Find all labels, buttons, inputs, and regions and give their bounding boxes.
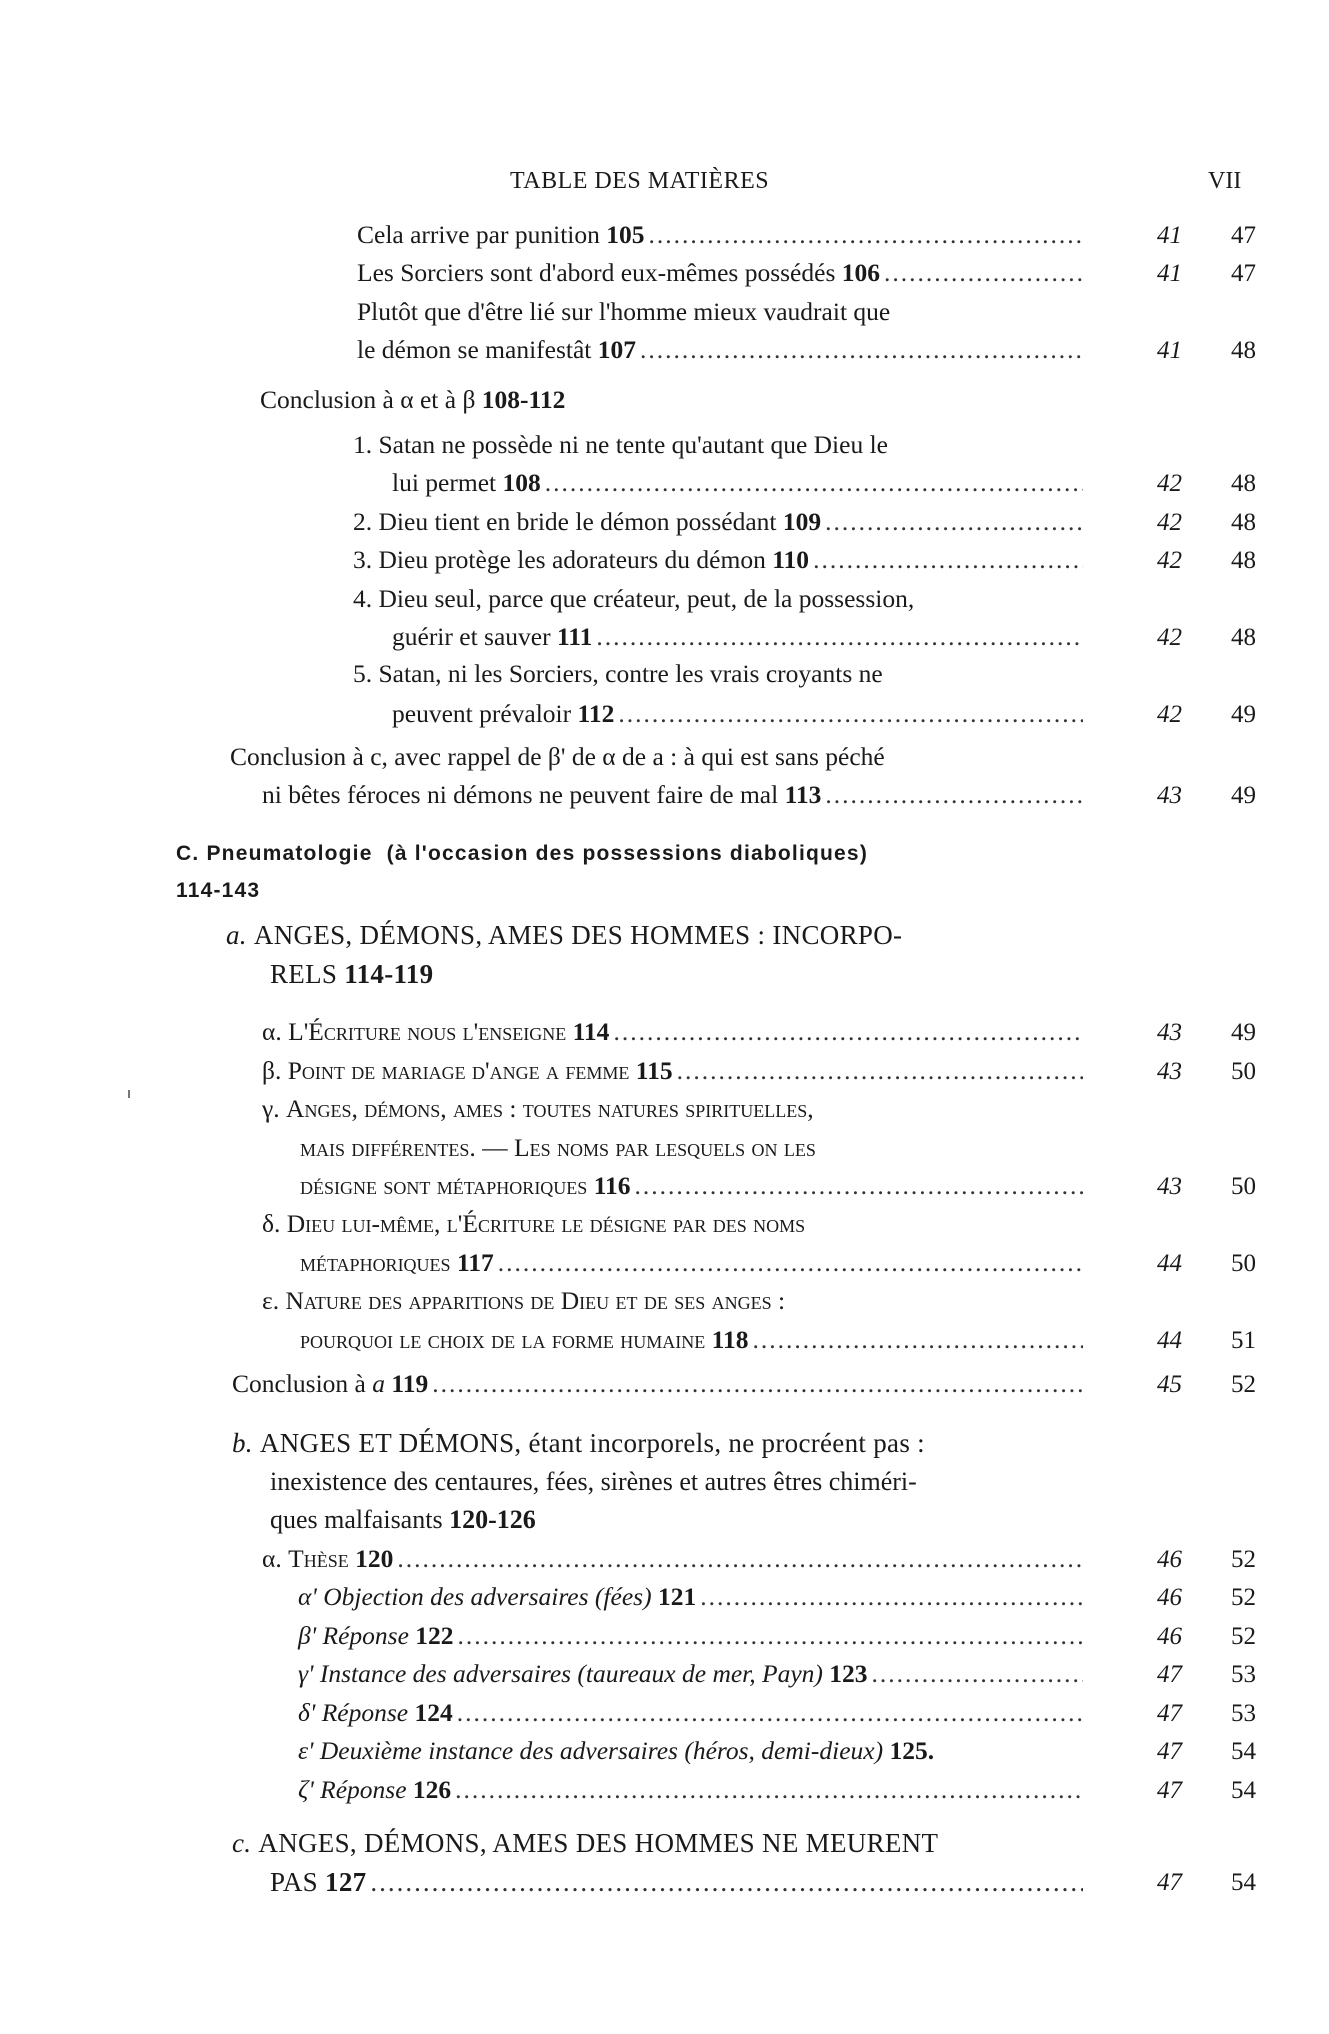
entry-page-2: 48 xyxy=(1231,337,1256,364)
entry-page-1: 47 xyxy=(1157,1700,1182,1727)
toc-entry: γ' Instance des adversaires (taureaux de mer, Payn) 123 ..... xyxy=(298,1657,1087,1693)
part-heading-line: ques malfaisants 120-126 xyxy=(270,1505,536,1534)
toc-entry-line: 4. Dieu seul, parce que créateur, peut, de la possession, xyxy=(353,584,915,613)
entry-page-2: 47 xyxy=(1231,222,1256,249)
running-header: TABLE DES MATIÈRES xyxy=(510,168,770,194)
toc-entry: α. Thèse 120 ..... xyxy=(262,1542,1087,1578)
entry-page-2: 47 xyxy=(1231,260,1256,287)
margin-mark xyxy=(128,1090,130,1098)
entry-page-1: 45 xyxy=(1157,1371,1182,1398)
entry-page-1: 43 xyxy=(1157,1019,1182,1046)
toc-entry-line: ε. Nature des apparitions de Dieu et de ses anges : xyxy=(262,1286,786,1315)
entry-page-2: 49 xyxy=(1231,701,1256,728)
toc-entry-line: 5. Satan, ni les Sorciers, contre les vrais croyants ne xyxy=(353,659,883,688)
toc-entry: ζ' Réponse 126 ..... xyxy=(298,1773,1087,1809)
entry-page-2: 52 xyxy=(1231,1623,1256,1650)
toc-entry: Cela arrive par punition 105 ..... xyxy=(357,218,1087,254)
entry-page-1: 44 xyxy=(1157,1250,1182,1277)
entry-page-1: 46 xyxy=(1157,1546,1182,1573)
entry-page-1: 41 xyxy=(1157,260,1182,287)
entry-page-1: 46 xyxy=(1157,1584,1182,1611)
entry-page-1: 47 xyxy=(1157,1777,1182,1804)
toc-entry: lui permet 108 ..... xyxy=(392,466,1087,502)
toc-entry: δ' Réponse 124 ..... xyxy=(298,1696,1087,1732)
section-range: 114-143 xyxy=(176,879,261,902)
entry-page-2: 53 xyxy=(1231,1661,1256,1688)
toc-entry: α. L'Écriture nous l'enseigne 114 ..... xyxy=(262,1015,1087,1051)
toc-entry-line: Conclusion à c, avec rappel de β' de α de a : à qui est sans péché xyxy=(230,742,885,771)
entry-page-2: 52 xyxy=(1231,1584,1256,1611)
page-number: VII xyxy=(1208,168,1242,194)
entry-page-1: 47 xyxy=(1157,1869,1182,1896)
entry-page-2: 48 xyxy=(1231,509,1256,536)
entry-page-1: 42 xyxy=(1157,624,1182,651)
toc-conclusion: Conclusion à α et à β 108-112 xyxy=(260,385,566,414)
toc-entry: pourquoi le choix de la forme humaine 118 ..... xyxy=(300,1323,1087,1359)
entry-page-2: 53 xyxy=(1231,1700,1256,1727)
entry-page-1: 41 xyxy=(1157,337,1182,364)
toc-entry: β. Point de mariage d'ange a femme 115 ..... xyxy=(262,1054,1087,1090)
entry-page-1: 44 xyxy=(1157,1327,1182,1354)
entry-page-2: 51 xyxy=(1231,1327,1256,1354)
entry-page-1: 42 xyxy=(1157,547,1182,574)
entry-page-1: 42 xyxy=(1157,509,1182,536)
entry-page-2: 54 xyxy=(1231,1777,1256,1804)
toc-entry-line: δ. Dieu lui-même, l'Écriture le désigne par des noms xyxy=(262,1209,806,1238)
entry-page-2: 52 xyxy=(1231,1546,1256,1573)
part-heading: b. ANGES ET DÉMONS, étant incorporels, ne procréent pas : xyxy=(232,1428,925,1458)
entry-page-1: 47 xyxy=(1157,1738,1182,1765)
entry-page-2: 50 xyxy=(1231,1173,1256,1200)
toc-entry-line: Plutôt que d'être lié sur l'homme mieux vaudrait que xyxy=(357,297,891,326)
entry-page-1: 46 xyxy=(1157,1623,1182,1650)
toc-conclusion: Conclusion à a 119 ..... xyxy=(232,1367,1087,1403)
entry-page-1: 43 xyxy=(1157,782,1182,809)
section-heading: C. Pneumatologie (à l'occasion des possessions diaboliques) xyxy=(176,842,869,865)
part-heading: c. ANGES, DÉMONS, AMES DES HOMMES NE MEURENT xyxy=(232,1828,939,1858)
entry-page-2: 52 xyxy=(1231,1371,1256,1398)
toc-entry: guérir et sauver 111 ..... xyxy=(392,620,1087,656)
toc-entry: peuvent prévaloir 112 ..... xyxy=(392,697,1087,733)
entry-page-2: 48 xyxy=(1231,624,1256,651)
entry-page-1: 42 xyxy=(1157,701,1182,728)
part-heading-line: RELS 114-119 xyxy=(270,959,434,989)
entry-page-2: 49 xyxy=(1231,1019,1256,1046)
entry-page-1: 43 xyxy=(1157,1173,1182,1200)
toc-entry-line: mais différentes. — Les noms par lesquels on les xyxy=(300,1133,816,1162)
toc-entry: métaphoriques 117 ..... xyxy=(300,1246,1087,1282)
entry-page-2: 49 xyxy=(1231,782,1256,809)
toc-entry: α' Objection des adversaires (fées) 121 ..... xyxy=(298,1580,1087,1616)
entry-page-2: 50 xyxy=(1231,1058,1256,1085)
entry-page-1: 42 xyxy=(1157,470,1182,497)
toc-entry: Les Sorciers sont d'abord eux-mêmes possédés 106 ..... xyxy=(357,256,1087,292)
toc-entry: 3. Dieu protège les adorateurs du démon 110 ..... xyxy=(353,543,1087,579)
entry-page-2: 54 xyxy=(1231,1738,1256,1765)
entry-page-1: 43 xyxy=(1157,1058,1182,1085)
entry-page-2: 54 xyxy=(1231,1869,1256,1896)
toc-entry: désigne sont métaphoriques 116 ..... xyxy=(300,1169,1087,1205)
toc-entry-line: 1. Satan ne possède ni ne tente qu'autant que Dieu le xyxy=(353,430,888,459)
entry-page-2: 50 xyxy=(1231,1250,1256,1277)
toc-entry: PAS 127 ..... xyxy=(270,1865,1087,1901)
part-heading-line: inexistence des centaures, fées, sirènes et autres êtres chiméri- xyxy=(270,1467,917,1496)
toc-entry: 2. Dieu tient en bride le démon possédant 109 ..... xyxy=(353,505,1087,541)
toc-entry-line: γ. Anges, démons, ames : toutes natures spirituelles, xyxy=(262,1094,814,1123)
toc-entry: ε' Deuxième instance des adversaires (héros, demi-dieux) 125. xyxy=(298,1736,935,1765)
toc-entry: ni bêtes féroces ni démons ne peuvent faire de mal 113 ..... xyxy=(262,778,1087,814)
entry-page-2: 48 xyxy=(1231,470,1256,497)
entry-page-1: 41 xyxy=(1157,222,1182,249)
toc-entry: le démon se manifestât 107 ..... xyxy=(357,333,1087,369)
part-heading: a. ANGES, DÉMONS, AMES DES HOMMES : INCORPO- xyxy=(226,920,903,950)
entry-page-1: 47 xyxy=(1157,1661,1182,1688)
entry-page-2: 48 xyxy=(1231,547,1256,574)
toc-entry: β' Réponse 122 ..... xyxy=(298,1619,1087,1655)
